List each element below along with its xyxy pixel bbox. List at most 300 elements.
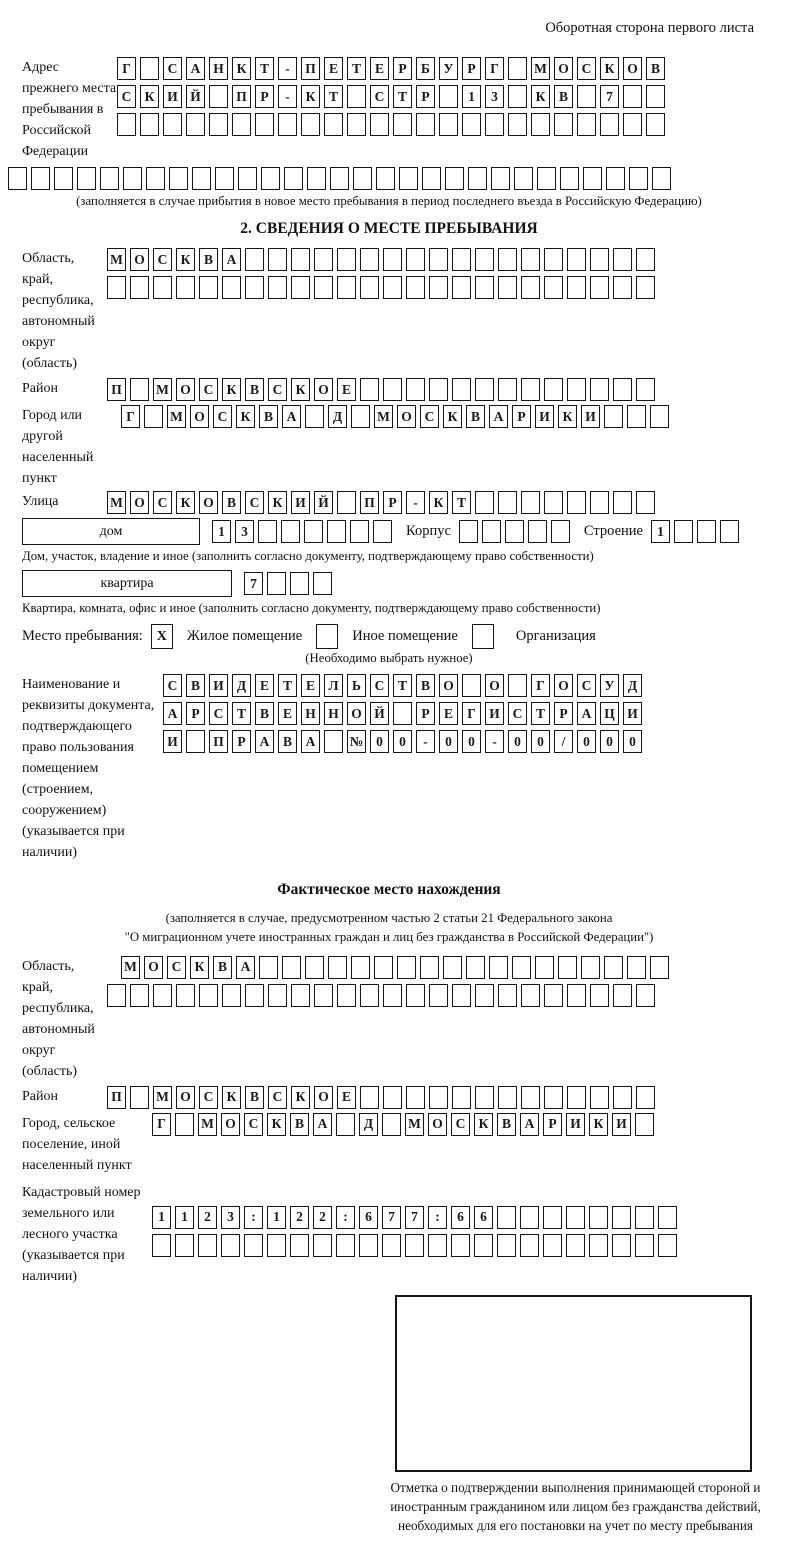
char-cell: С <box>163 674 182 697</box>
char-cell <box>245 248 264 271</box>
char-cell: О <box>130 248 149 271</box>
char-cell <box>290 572 309 595</box>
char-cell <box>508 674 527 697</box>
district-label: Район <box>22 381 58 397</box>
char-cell: 7 <box>382 1206 401 1229</box>
char-cell <box>475 276 494 299</box>
char-cell: С <box>167 956 186 979</box>
char-cell <box>429 276 448 299</box>
char-cell: : <box>336 1206 355 1229</box>
char-cell <box>313 1234 332 1257</box>
char-row <box>117 113 665 136</box>
char-cell: В <box>255 702 274 725</box>
char-cell <box>489 956 508 979</box>
char-cell <box>382 1234 401 1257</box>
char-cell <box>130 378 149 401</box>
char-cell <box>544 491 563 514</box>
char-cell <box>307 167 326 190</box>
char-cell <box>623 85 642 108</box>
char-cell <box>567 1086 586 1109</box>
char-cell <box>117 113 136 136</box>
char-cell <box>31 167 50 190</box>
char-cell <box>498 1086 517 1109</box>
char-cell <box>589 1234 608 1257</box>
char-cell: 7 <box>405 1206 424 1229</box>
char-cell <box>406 276 425 299</box>
char-cell: О <box>144 956 163 979</box>
char-cell: В <box>646 57 665 80</box>
char-cell <box>351 405 370 428</box>
char-cell: Д <box>623 674 642 697</box>
char-cell: 0 <box>393 730 412 753</box>
char-cell <box>508 57 527 80</box>
char-cell: Р <box>416 85 435 108</box>
char-cell: У <box>439 57 458 80</box>
cadastral-block <box>22 1182 756 1287</box>
char-cell <box>636 378 655 401</box>
char-cell <box>600 113 619 136</box>
char-cell: Р <box>232 730 251 753</box>
char-cell <box>370 113 389 136</box>
char-cell: Е <box>337 378 356 401</box>
char-cell <box>508 85 527 108</box>
char-cell: Р <box>383 491 402 514</box>
char-cell <box>459 520 478 543</box>
char-cell: И <box>485 702 504 725</box>
char-cell <box>521 248 540 271</box>
char-cell: Р <box>255 85 274 108</box>
char-cell <box>466 956 485 979</box>
char-cell <box>589 1206 608 1229</box>
char-cell: 7 <box>244 572 263 595</box>
char-cell: Й <box>314 491 333 514</box>
char-cell <box>374 956 393 979</box>
char-cell <box>245 984 264 1007</box>
char-cell: Е <box>255 674 274 697</box>
stay-type-option-inoe-label: Иное помещение <box>352 628 458 645</box>
char-cell: К <box>301 85 320 108</box>
char-cell <box>521 984 540 1007</box>
char-cell: 1 <box>175 1206 194 1229</box>
char-cell: Р <box>554 702 573 725</box>
char-row <box>459 520 570 543</box>
char-cell: Е <box>278 702 297 725</box>
char-cell: М <box>107 491 126 514</box>
char-cell <box>291 984 310 1007</box>
district-block <box>22 378 756 401</box>
char-cell <box>452 378 471 401</box>
char-cell: Г <box>152 1113 171 1136</box>
char-cell <box>590 378 609 401</box>
char-cell <box>443 956 462 979</box>
char-cell: Т <box>232 702 251 725</box>
char-cell <box>613 491 632 514</box>
char-cell <box>198 1234 217 1257</box>
city-label: Город или другой населенный пункт <box>22 408 94 487</box>
char-cell <box>462 674 481 697</box>
char-cell <box>590 491 609 514</box>
char-cell <box>268 276 287 299</box>
char-cell: Г <box>121 405 140 428</box>
char-row <box>651 520 739 543</box>
char-row <box>152 1234 677 1257</box>
char-cell: - <box>278 85 297 108</box>
char-cell <box>359 1234 378 1257</box>
char-cell: П <box>209 730 228 753</box>
char-row <box>121 956 669 979</box>
korpus-label: Корпус <box>406 523 451 540</box>
char-cell: - <box>406 491 425 514</box>
char-cell: 3 <box>235 520 254 543</box>
char-cell: 1 <box>651 520 670 543</box>
char-cell: Й <box>186 85 205 108</box>
char-cell: Р <box>393 57 412 80</box>
char-cell: Е <box>370 57 389 80</box>
char-cell <box>429 248 448 271</box>
char-row <box>244 572 332 595</box>
char-cell <box>558 956 577 979</box>
char-cell <box>629 167 648 190</box>
stay-type-checkbox-zhiloe: X <box>151 624 173 649</box>
char-cell <box>520 1206 539 1229</box>
char-cell <box>497 1206 516 1229</box>
char-cell: С <box>199 378 218 401</box>
char-cell <box>452 984 471 1007</box>
char-cell <box>590 276 609 299</box>
char-cell: П <box>107 1086 126 1109</box>
char-cell <box>291 276 310 299</box>
char-cell <box>336 1234 355 1257</box>
char-cell: О <box>428 1113 447 1136</box>
char-cell: Д <box>328 405 347 428</box>
char-cell <box>475 491 494 514</box>
house-type-box: дом <box>22 518 200 545</box>
char-cell: М <box>374 405 393 428</box>
actual-region-block <box>22 956 756 1082</box>
char-cell <box>521 378 540 401</box>
char-cell: М <box>153 378 172 401</box>
char-cell: М <box>121 956 140 979</box>
char-cell <box>429 984 448 1007</box>
char-cell: И <box>623 702 642 725</box>
char-cell: К <box>589 1113 608 1136</box>
apartment-row <box>22 570 756 597</box>
char-cell <box>337 984 356 1007</box>
char-cell: Й <box>370 702 389 725</box>
char-cell <box>209 113 228 136</box>
char-cell <box>613 1086 632 1109</box>
char-cell <box>406 248 425 271</box>
actual-district-label: Район <box>22 1088 58 1104</box>
char-cell: О <box>314 378 333 401</box>
char-cell <box>498 984 517 1007</box>
char-cell: - <box>416 730 435 753</box>
char-cell <box>130 1086 149 1109</box>
street-label: Улица <box>22 494 59 510</box>
char-cell <box>383 276 402 299</box>
char-cell <box>537 167 556 190</box>
char-cell <box>613 984 632 1007</box>
char-cell <box>144 405 163 428</box>
char-cell: К <box>236 405 255 428</box>
char-cell <box>54 167 73 190</box>
char-cell <box>567 491 586 514</box>
char-cell <box>452 248 471 271</box>
char-cell: В <box>213 956 232 979</box>
stroenie-label: Строение <box>583 523 643 540</box>
char-cell: О <box>347 702 366 725</box>
char-cell <box>360 1086 379 1109</box>
char-cell <box>623 113 642 136</box>
actual-location-caption-line2: "О миграционном учете иностранных граждан и лиц без гражданства в Российской Федерации") <box>124 930 654 945</box>
char-cell <box>697 520 716 543</box>
char-cell: И <box>163 730 182 753</box>
char-cell <box>468 167 487 190</box>
char-cell <box>646 113 665 136</box>
char-cell: Р <box>543 1113 562 1136</box>
char-cell: С <box>199 1086 218 1109</box>
char-cell: О <box>554 674 573 697</box>
char-cell: 2 <box>290 1206 309 1229</box>
char-cell: К <box>531 85 550 108</box>
char-cell <box>544 276 563 299</box>
char-cell: - <box>485 730 504 753</box>
char-cell: В <box>222 491 241 514</box>
char-cell <box>590 1086 609 1109</box>
char-cell: О <box>314 1086 333 1109</box>
char-cell: 2 <box>198 1206 217 1229</box>
char-cell: Т <box>393 674 412 697</box>
char-cell <box>508 113 527 136</box>
char-cell <box>238 167 257 190</box>
char-row <box>107 276 655 299</box>
char-cell <box>674 520 693 543</box>
char-cell <box>521 491 540 514</box>
char-cell <box>175 1113 194 1136</box>
apartment-caption: Квартира, комната, офис и иное (заполнить согласно документу, подтверждающему право собственности) <box>22 601 601 616</box>
char-cell: И <box>535 405 554 428</box>
char-cell: 3 <box>221 1206 240 1229</box>
char-cell: А <box>222 248 241 271</box>
char-cell: Б <box>416 57 435 80</box>
char-cell <box>291 248 310 271</box>
char-cell <box>535 956 554 979</box>
char-cell <box>650 956 669 979</box>
char-cell: Л <box>324 674 343 697</box>
char-cell <box>636 248 655 271</box>
char-cell <box>383 248 402 271</box>
char-cell <box>107 276 126 299</box>
char-cell: С <box>451 1113 470 1136</box>
char-cell <box>498 491 517 514</box>
char-cell <box>567 248 586 271</box>
char-cell <box>635 1113 654 1136</box>
char-cell <box>420 956 439 979</box>
char-row <box>163 730 642 753</box>
char-cell <box>314 276 333 299</box>
char-cell <box>429 1086 448 1109</box>
char-cell <box>636 276 655 299</box>
char-cell: Ц <box>600 702 619 725</box>
char-cell <box>566 1234 585 1257</box>
char-cell <box>313 572 332 595</box>
char-cell <box>255 113 274 136</box>
char-cell <box>324 113 343 136</box>
char-cell <box>635 1234 654 1257</box>
char-cell <box>301 113 320 136</box>
char-cell: 3 <box>485 85 504 108</box>
char-row <box>107 1086 655 1109</box>
char-cell <box>650 405 669 428</box>
char-cell <box>422 167 441 190</box>
char-cell <box>393 113 412 136</box>
char-cell <box>452 276 471 299</box>
char-cell: 0 <box>462 730 481 753</box>
char-cell <box>406 378 425 401</box>
char-cell: К <box>176 248 195 271</box>
char-cell <box>146 167 165 190</box>
char-cell: С <box>163 57 182 80</box>
char-cell <box>658 1206 677 1229</box>
stamp-box <box>395 1295 752 1472</box>
char-cell <box>328 956 347 979</box>
char-cell <box>521 276 540 299</box>
char-cell: К <box>190 956 209 979</box>
char-row <box>107 378 655 401</box>
char-cell <box>169 167 188 190</box>
char-cell: О <box>397 405 416 428</box>
char-cell: О <box>190 405 209 428</box>
char-cell <box>560 167 579 190</box>
actual-location-caption-line1: (заполняется в случае, предусмотренном частью 2 статьи 21 Федерального закона <box>165 911 613 926</box>
char-row <box>107 248 655 271</box>
char-cell: С <box>209 702 228 725</box>
actual-district-block <box>22 1086 756 1109</box>
char-cell: Т <box>393 85 412 108</box>
char-cell <box>567 984 586 1007</box>
region-block <box>22 248 756 374</box>
char-cell <box>520 1234 539 1257</box>
char-cell <box>176 984 195 1007</box>
char-cell <box>130 276 149 299</box>
char-cell <box>221 1234 240 1257</box>
char-cell: / <box>554 730 573 753</box>
char-cell <box>583 167 602 190</box>
char-cell: С <box>268 378 287 401</box>
char-cell <box>176 276 195 299</box>
char-cell <box>192 167 211 190</box>
char-cell <box>613 248 632 271</box>
char-cell: И <box>566 1113 585 1136</box>
char-cell <box>267 1234 286 1257</box>
char-cell <box>77 167 96 190</box>
char-cell <box>613 378 632 401</box>
char-cell <box>140 57 159 80</box>
char-cell <box>278 113 297 136</box>
char-cell <box>163 113 182 136</box>
char-cell: К <box>474 1113 493 1136</box>
actual-location-caption <box>22 909 756 947</box>
char-cell <box>360 984 379 1007</box>
char-cell: Т <box>452 491 471 514</box>
char-cell <box>222 984 241 1007</box>
char-cell: В <box>245 1086 264 1109</box>
char-cell <box>475 1086 494 1109</box>
char-row <box>152 1113 654 1136</box>
char-cell: - <box>278 57 297 80</box>
char-cell: 1 <box>462 85 481 108</box>
char-cell <box>267 572 286 595</box>
char-cell <box>393 702 412 725</box>
char-cell: Ь <box>347 674 366 697</box>
char-cell <box>554 113 573 136</box>
stay-type-row <box>22 624 756 649</box>
char-cell <box>544 1086 563 1109</box>
char-cell: К <box>291 378 310 401</box>
char-cell <box>451 1234 470 1257</box>
actual-region-label: Область, край, республика, автономный округ (область) <box>22 958 95 1079</box>
char-cell <box>199 276 218 299</box>
char-cell <box>373 520 392 543</box>
char-cell: И <box>209 674 228 697</box>
char-cell <box>336 1113 355 1136</box>
stay-type-checkbox-inoe <box>316 624 338 649</box>
char-cell <box>186 730 205 753</box>
char-cell <box>531 113 550 136</box>
char-cell: О <box>199 491 218 514</box>
char-cell <box>397 956 416 979</box>
char-cell: М <box>153 1086 172 1109</box>
char-cell: И <box>612 1113 631 1136</box>
char-cell: О <box>176 378 195 401</box>
char-cell: 1 <box>267 1206 286 1229</box>
previous-address-label: Адрес прежнего места пребывания в Российской Федерации <box>22 60 117 159</box>
char-cell: Т <box>347 57 366 80</box>
char-cell <box>567 276 586 299</box>
char-cell <box>383 984 402 1007</box>
char-cell: К <box>268 491 287 514</box>
previous-address-caption: (заполняется в случае прибытия в новое место пребывания в период последнего въезда в Российскую Федерацию) <box>76 194 702 208</box>
char-cell <box>152 1234 171 1257</box>
stay-type-option-org-label: Организация <box>515 628 596 645</box>
char-cell <box>376 167 395 190</box>
house-caption: Дом, участок, владение и иное (заполнить согласно документу, подтверждающему право собственности) <box>22 549 594 564</box>
char-cell: 7 <box>600 85 619 108</box>
char-cell <box>604 956 623 979</box>
char-cell <box>268 248 287 271</box>
char-cell: В <box>290 1113 309 1136</box>
char-cell <box>544 984 563 1007</box>
char-cell: О <box>439 674 458 697</box>
char-cell <box>612 1234 631 1257</box>
char-cell <box>8 167 27 190</box>
char-cell <box>475 378 494 401</box>
char-cell: У <box>600 674 619 697</box>
char-cell <box>551 520 570 543</box>
char-cell <box>498 378 517 401</box>
char-cell <box>360 276 379 299</box>
char-cell: П <box>301 57 320 80</box>
char-cell <box>475 984 494 1007</box>
char-cell: С <box>577 674 596 697</box>
char-cell: И <box>163 85 182 108</box>
char-cell <box>130 984 149 1007</box>
char-cell <box>107 984 126 1007</box>
char-cell <box>259 956 278 979</box>
char-cell: : <box>428 1206 447 1229</box>
char-cell <box>337 491 356 514</box>
char-cell: Н <box>209 57 228 80</box>
